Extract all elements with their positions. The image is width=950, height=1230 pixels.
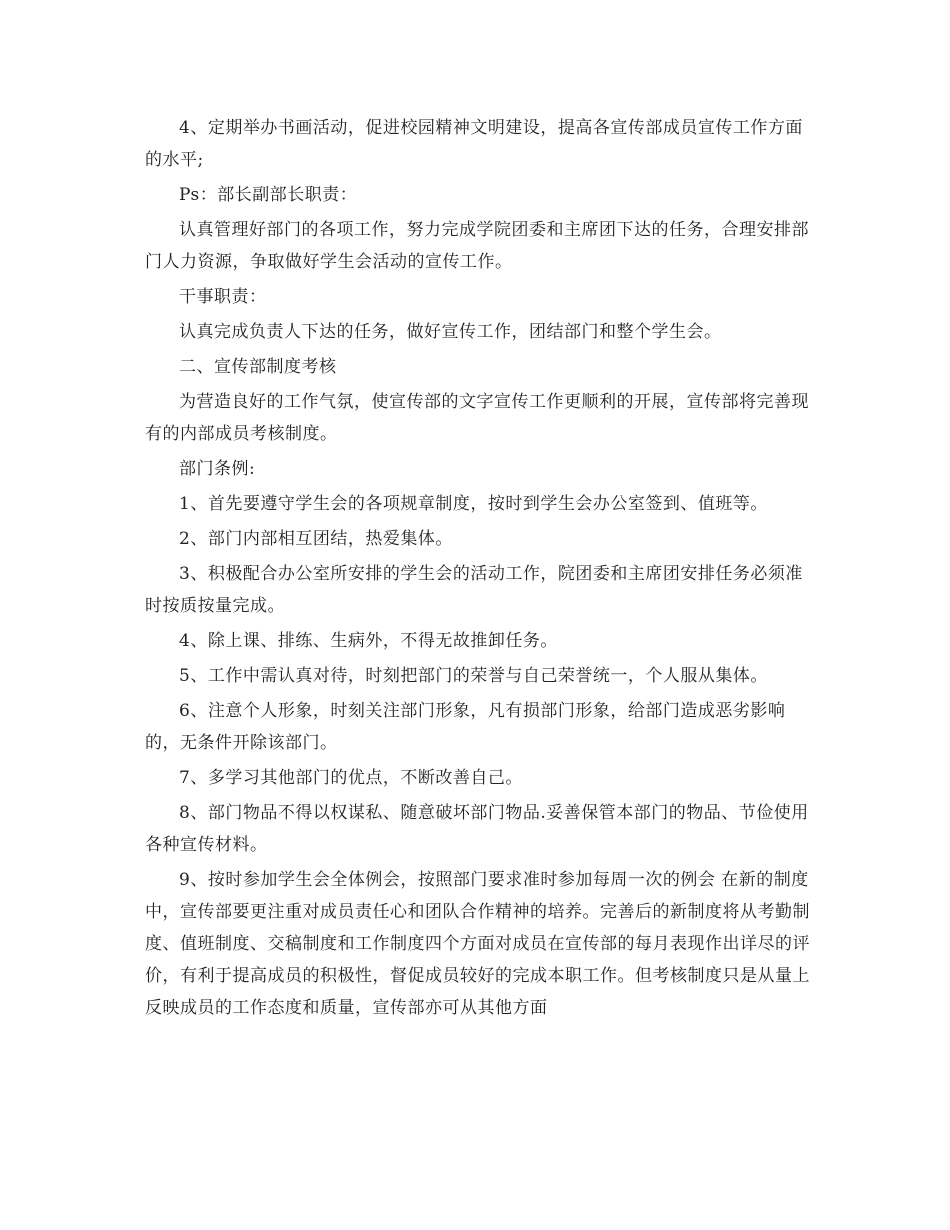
paragraph-minister-duties: 认真管理好部门的各项工作，努力完成学院团委和主席团下达的任务，合理安排部门人力资源，争取做好学生会活动的宣传工作。 bbox=[145, 220, 809, 272]
paragraph-item-4-calligraphy: 4、定期举办书画活动，促进校园精神文明建设，提高各宣传部成员宣传工作方面的水平; bbox=[145, 118, 803, 170]
paragraph-staff-duties-heading: 干事职责： bbox=[179, 287, 267, 307]
rule-item-7: 7、多学习其他部门的优点，不断改善自己。 bbox=[179, 768, 523, 788]
paragraph-rules-heading: 部门条例: bbox=[179, 459, 256, 479]
rule-item-3: 3、积极配合办公室所安排的学生会的活动工作，院团委和主席团安排任务必须准时按质按量完成。 bbox=[145, 564, 803, 616]
section-heading-assessment: 二、宣传部制度考核 bbox=[179, 357, 337, 377]
rule-item-8: 8、部门物品不得以权谋私、随意破坏部门物品.妥善保管本部门的物品、节俭使用各种宣传材料。 bbox=[145, 803, 809, 855]
document-body bbox=[145, 112, 810, 1027]
paragraph-assessment-intro: 为营造良好的工作气氛，使宣传部的文字宣传工作更顺利的开展，宣传部将完善现有的内部成员考核制度。 bbox=[145, 392, 809, 444]
rule-item-6: 6、注意个人形象，时刻关注部门形象，凡有损部门形象，给部门造成恶劣影响的，无条件开除该部门。 bbox=[145, 701, 786, 753]
rule-item-2: 2、部门内部相互团结，热爱集体。 bbox=[179, 529, 453, 549]
paragraph-staff-duties: 认真完成负责人下达的任务，做好宣传工作，团结部门和整个学生会。 bbox=[179, 322, 722, 342]
rule-item-4: 4、除上课、排练、生病外，不得无故推卸任务。 bbox=[179, 631, 558, 651]
paragraph-ps-minister-duties-heading: Ps：部长副部长职责： bbox=[179, 185, 358, 205]
rule-item-9: 9、按时参加学生会全体例会，按照部门要求准时参加每周一次的例会 在新的制度中，宣传部要更注重对成员责任心和团队合作精神的培养。完善后的新制度将从考勤制度、值班制度、交稿制度和工作制度四个方面对成员在宣传部的每月表现作出详尽的评价，有利于提高成员的积极性，督促成员较好的完成本职工作。但考核制度只是从量上反映成员的工作态度和质量，宣传部亦可从其他方面 bbox=[145, 870, 810, 1018]
rule-item-5: 5、工作中需认真对待，时刻把部门的荣誉与自己荣誉统一，个人服从集体。 bbox=[179, 666, 768, 686]
rule-item-1: 1、首先要遵守学生会的各项规章制度，按时到学生会办公室签到、值班等。 bbox=[179, 494, 768, 514]
